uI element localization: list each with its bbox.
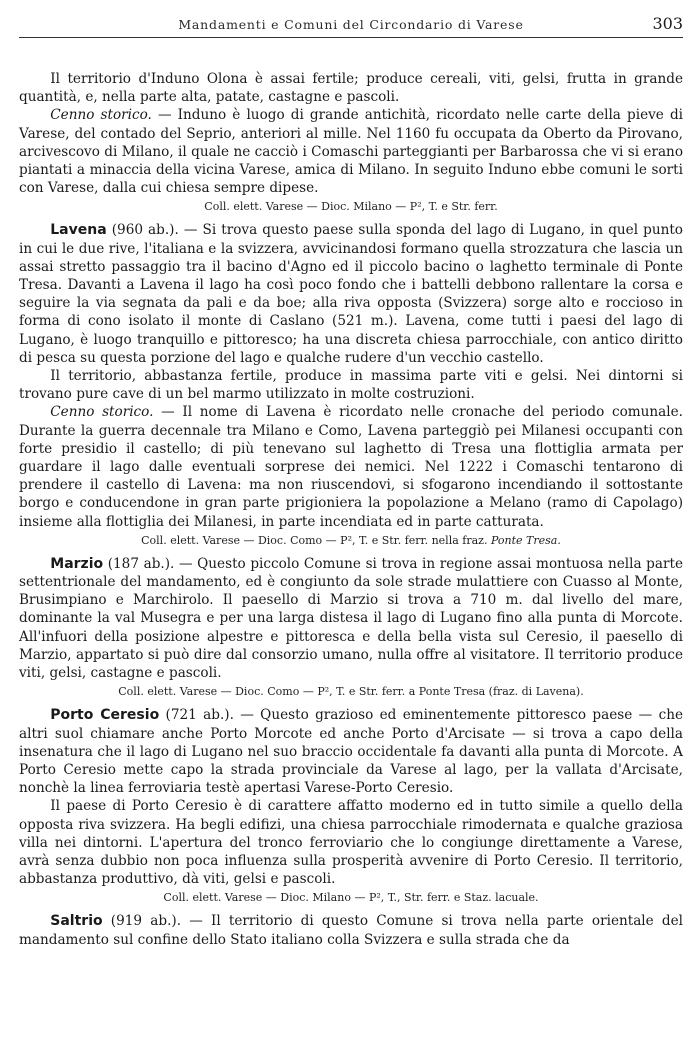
induno-meta-line: Coll. elett. Varese — Dioc. Milano — P², T. e Str. ferr. — [204, 200, 498, 214]
lavena-territory-paragraph — [19, 367, 683, 403]
induno-paragraph — [19, 70, 683, 106]
lavena-territory-text: Il territorio, abbastanza fertile, produce in massima parte viti e gelsi. Nei dintorni si trovano pure cave di un bel marmo utilizzato in molte costruzioni. — [19, 368, 683, 403]
running-head: Mandamenti e Comuni del Circondario di Varese — [178, 17, 524, 32]
saltrio-paragraph — [19, 912, 683, 948]
porto-ceresio-description-text: Il paese di Porto Ceresio è di carattere affatto moderno ed in tutto simile a quello della opposta riva svizzera. Ha begli edifizi, una chiesa parrocchiale rimodernata e qualche graziosa villa nei dintorni. L'apertura del tronco ferroviario che lo congiunge direttamente a Varese, avrà senza dubbio non poca influenza sulla prosperità avvenire di Porto Ceresio. Il territorio, abbastanza produttivo, dà viti, gelsi e pascoli. — [19, 798, 683, 888]
header-rule — [19, 37, 683, 38]
porto-ceresio-meta-line: Coll. elett. Varese — Dioc. Milano — P², T., Str. ferr. e Staz. lacuale. — [163, 891, 539, 905]
entry-title-lavena: Lavena — [50, 222, 107, 239]
page-header — [19, 0, 683, 40]
porto-ceresio-paragraph — [19, 706, 683, 797]
lavena-meta-text: Coll. elett. Varese — Dioc. Como — P², T. e Str. ferr. nella fraz. — [141, 533, 491, 547]
history-label: Cenno storico. — [50, 404, 154, 421]
induno-history-text: — Induno è luogo di grande antichità, ricordato nelle carte della pieve di Varese, del contado del Seprio, anteriori al mille. Nel 1160 fu occupata da Oberto da Pirovano, arcivescovo di Milano, il quale ne cacciò i Comaschi parteggianti per Barbarossa che vi si erano piantati a minaccia della vicina Varese, amica di Milano. In seguito Induno ebbe comuni le sorti con Varese, dalla cui chiesa sempre dipese. — [19, 107, 683, 197]
lavena-paragraph — [19, 221, 683, 367]
marzio-text: (187 ab.). — Questo piccolo Comune si trova in regione assai montuosa nella parte settentrionale del mandamento, ed è congiunto da sole strade mulattiere con Cuasso al Monte, Brusimpiano e Marchirolo. Il paesello di Marzio si trova a 710 m. dal livello del mare, dominante la val Musegra e per una larga distesa il lago di Lugano fino alla punta di Morcote. All'infuori della posizione alpestre e pittoresca e della bella vista sul Ceresio, il paesello di Marzio, appartato si può dire dal consorzio umano, nulla offre al visitatore. Il territorio produce viti, gelsi, castagne e pascoli. — [19, 555, 683, 682]
entry-title-saltrio: Saltrio — [50, 913, 103, 930]
page-body — [19, 40, 683, 949]
marzio-paragraph — [19, 555, 683, 682]
saltrio-text: (919 ab.). — Il territorio di questo Comune si trova nella parte orientale del mandamento sul confine dello Stato italiano colla Svizzera e sulla strada che da — [19, 913, 683, 948]
marzio-meta-line: Coll. elett. Varese — Dioc. Como — P², T. e Str. ferr. a Ponte Tresa (fraz. di Lavena). — [118, 685, 584, 699]
history-label: Cenno storico. — [50, 107, 152, 124]
entry-title-porto-ceresio: Porto Ceresio — [50, 707, 160, 724]
entry-title-marzio: Marzio — [50, 555, 104, 572]
porto-ceresio-description-paragraph — [19, 797, 683, 888]
induno-text: Il territorio d'Induno Olona è assai fertile; produce cereali, viti, gelsi, frutta in grande quantità, e, nella parte alta, patate, castagne e pascoli. — [19, 71, 683, 106]
lavena-meta-line — [19, 533, 683, 548]
porto-ceresio-text: (721 ab.). — Questo grazioso ed eminentemente pittoresco paese — che altri suol chiamare anche Porto Morcote ed anche Porto d'Arcisate — si trova a capo della insenatura che il lago di Lugano nel suo braccio occidentale fa davanti alla punta di Morcote. A Porto Ceresio mette capo la strada provinciale da Varese al lago, per la vallata d'Arcisate, nonchè la linea ferroviaria testè apertasi Varese-Porto Ceresio. — [19, 707, 683, 797]
lavena-meta-place: Ponte Tresa. — [490, 533, 561, 547]
induno-history-paragraph — [19, 106, 683, 197]
lavena-history-text: — Il nome di Lavena è ricordato nelle cronache del periodo comunale. Durante la guerra decennale tra Milano e Como, Lavena parteggiò pei Milanesi occupanti con forte presidio il castello; di più tenevano sul laghetto di Tresa una flottiglia armata per guardare il lago dalle eventuali sorprese dei nemici. Nel 1222 i Comaschi tentarono di prendere il castello di Lavena: ma non riuscendovi, si sfogarono incendiando il sottostante borgo e conducendone in gran parte prigioniera la popolazione a Melano (ramo di Capolago) insieme alla flottiglia dei Milanesi, in parte incendiata ed in parte catturata. — [19, 404, 683, 530]
lavena-history-paragraph — [19, 403, 683, 530]
page-number: 303 — [652, 14, 683, 33]
lavena-text: (960 ab.). — Si trova questo paese sulla sponda del lago di Lugano, in quel punto in cui le due rive, l'italiana e la svizzera, avvicinandosi formano quella strozzatura che lascia un assai stretto passaggio tra il bacino d'Agno ed il piccolo bacino o laghetto terminale di Ponte Tresa. Davanti a Lavena il lago ha così poco fondo che i battelli debbono rallentare la corsa e seguire la via segnata da pali e da boe; alla riva opposta (Svizzera) sorge alto e roccioso in forma di cono isolato il monte di Caslano (521 m.). Lavena, come tutti i paesi del lago di Lugano, è luogo tranquillo e pittoresco; ha una discreta chiesa parrocchiale, con antico diritto di pesca su questa porzione del lago e qualche rudere d'un vecchio castello. — [19, 222, 683, 366]
